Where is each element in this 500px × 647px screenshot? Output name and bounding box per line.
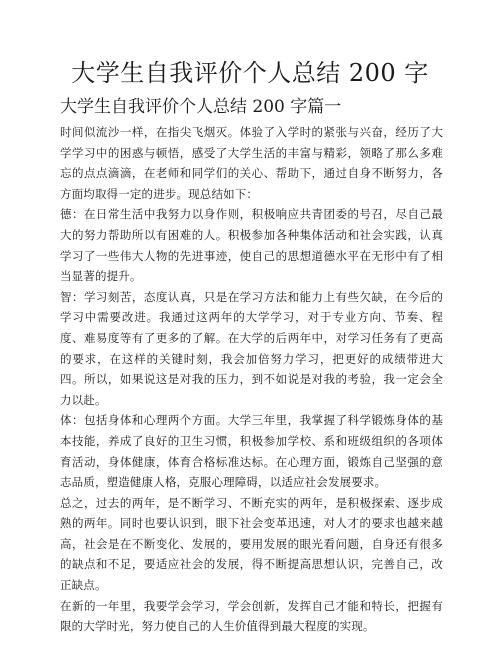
section-heading: 大学生自我评价个人总结 200 字篇一 — [60, 97, 342, 117]
paragraph-morality: 德：在日常生活中我努力以身作则，积极响应共青团委的号召，尽自己最大的努力帮助所以有困难的人。积极参加各种集体活动和社会实践，认真学习了一些伟大人物的先进事迹，使自己的思想道德水平在无形中有了相当显著的提升。 — [60, 207, 443, 284]
document-body — [60, 122, 443, 637]
paragraph-outlook: 在新的一年里，我要学会学习，学会创新，发挥自己才能和特长，把握有限的大学时光，努力使自己的人生价值得到最大程度的实现。 — [60, 598, 443, 634]
paragraph-intellect: 智：学习刻苦，态度认真，只是在学习方法和能力上有些欠缺，在今后的学习中需要改进。我通过这两年的大学学习，对于专业方向、节奏、程度、难易度等有了更多的了解。在大学的后两年中，对学习任务有了更高的要求，在这样的关键时刻，我会加倍努力学习，把更好的成绩带进大四。所以，如果说这是对我的压力，到不如说是对我的考验，我一定会全力以赴。 — [60, 289, 443, 407]
paragraph-intro: 时间似流沙一样，在指尖飞烟灭。体验了入学时的紧张与兴奋，经历了大学学习中的困惑与顿悟，感受了大学生活的丰富与精彩，领略了那么多难忘的点点滴滴，在老师和同学们的关心、帮助下，通过自身不断努力，各方面均取得一定的进步。现总结如下： — [60, 125, 443, 201]
document-title: 大学生自我评价个人总结 200 字 — [71, 59, 429, 87]
paragraph-physical: 体：包括身体和心理两个方面。大学三年里，我掌握了科学锻炼身体的基本技能，养成了良好的卫生习惯，积极参加学校、系和班级组织的各项体育活动，身体健康，体育合格标准达标。在心理方面，锻炼自己坚强的意志品质，塑造健康人格，克服心理障碍，以适应社会发展要求。 — [60, 413, 443, 490]
paragraph-summary: 总之，过去的两年，是不断学习、不断充实的两年，是积极探索、逐步成熟的两年。同时也要认识到，眼下社会变革迅速，对人才的要求也越来越高，社会是在不断变化、发展的，要用发展的眼光看问题，自身还有很多的缺点和不足，要适应社会的发展，得不断提高思想认识，完善自己，改正缺点。 — [60, 495, 443, 593]
